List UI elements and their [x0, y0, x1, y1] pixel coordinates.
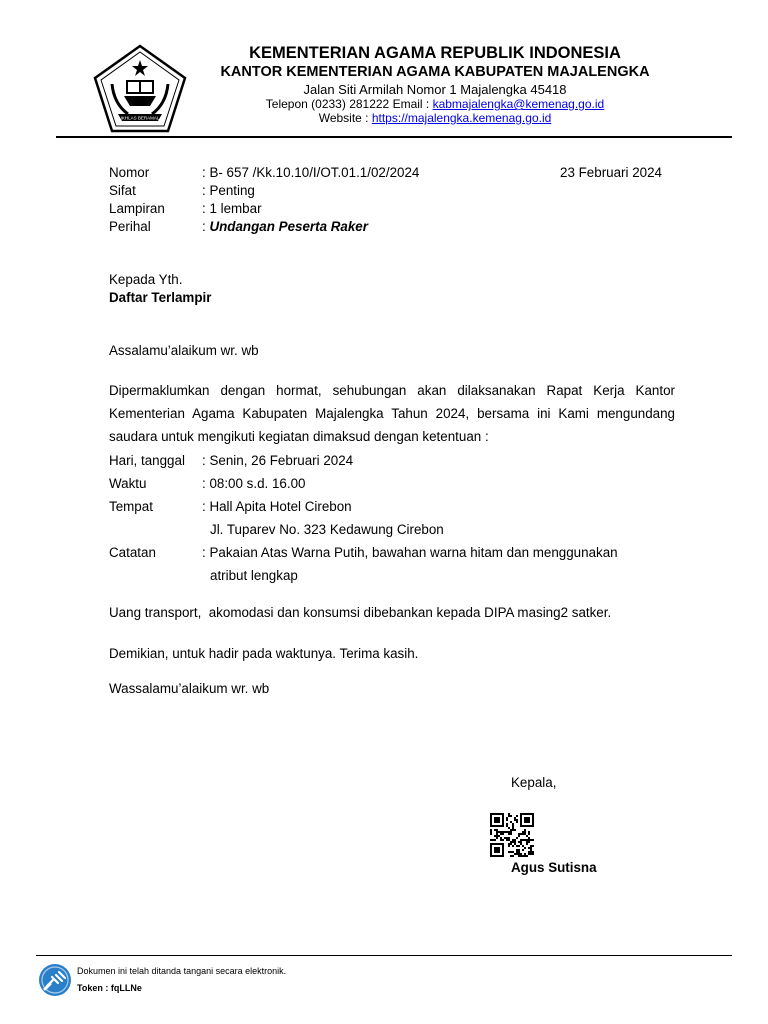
hari-label: Hari, tanggal [109, 453, 185, 468]
esign-token: Token : fqLLNe [77, 983, 142, 993]
signature-title: Kepala, [511, 775, 557, 790]
waktu-label: Waktu [109, 476, 147, 491]
ministry-logo [92, 44, 188, 134]
recipient-name: Daftar Terlampir [109, 290, 212, 305]
email-link[interactable]: kabmajalengka@kemenag.go.id [432, 97, 605, 111]
catatan-label: Catatan [109, 545, 156, 560]
tempat-value-2: Jl. Tuparev No. 323 Kedawung Cirebon [210, 522, 444, 537]
nomor-value: : B- 657 /Kk.10.10/I/OT.01.1/02/2024 [202, 165, 420, 180]
website-link[interactable]: https://majalengka.kemenag.go.id [371, 111, 552, 125]
intro-line: Kementerian Agama Kabupaten Majalengka Tahun 2024, bersama ini Kami mengundang [109, 406, 675, 421]
phone-text: Telepon (0233) 281222 Email : [265, 97, 433, 111]
ministry-title: KEMENTERIAN AGAMA REPUBLIK INDONESIA [249, 44, 621, 62]
esign-logo-icon [38, 963, 72, 997]
tempat-value-1: : Hall Apita Hotel Cirebon [202, 499, 352, 514]
esign-note: Dokumen ini telah ditanda tangani secara elektronik. [77, 966, 287, 976]
transport-note: Uang transport, akomodasi dan konsumsi dibebankan kepada DIPA masing2 satker. [109, 605, 612, 620]
qr-code [490, 813, 534, 857]
office-title: KANTOR KEMENTERIAN AGAMA KABUPATEN MAJALENGKA [220, 64, 650, 80]
catatan-value-1: : Pakaian Atas Warna Putih, bawahan warna hitam dan menggunakan [202, 545, 618, 560]
website-prefix: Website : [318, 111, 372, 125]
signer-name: Agus Sutisna [511, 860, 597, 875]
office-address: Jalan Siti Armilah Nomor 1 Majalengka 45418 [303, 82, 567, 97]
letter-date: 23 Februari 2024 [560, 165, 662, 180]
sifat-value: : Penting [202, 183, 255, 198]
website-line [200, 111, 670, 125]
nomor-label: Nomor [109, 165, 150, 180]
kepada-label: Kepada Yth. [109, 272, 183, 287]
waktu-value: : 08:00 s.d. 16.00 [202, 476, 306, 491]
sifat-label: Sifat [109, 183, 136, 198]
perihal-label: Perihal [109, 219, 151, 234]
closing-text: Demikian, untuk hadir pada waktunya. Terima kasih. [109, 646, 419, 661]
perihal-line [202, 219, 368, 234]
salam-penutup: Wassalamu’alaikum wr. wb [109, 681, 270, 696]
intro-line: saudara untuk mengikuti kegiatan dimaksud dengan ketentuan : [109, 429, 489, 444]
hari-value: : Senin, 26 Februari 2024 [202, 453, 354, 468]
perihal-value: Undangan Peserta Raker [209, 219, 368, 234]
perihal-colon: : [202, 219, 210, 234]
lampiran-value: : 1 lembar [202, 201, 262, 216]
logo-ribbon-text: IKHLAS BERAMAL [120, 115, 160, 121]
tempat-label: Tempat [109, 499, 153, 514]
header-divider [56, 136, 732, 138]
lampiran-label: Lampiran [109, 201, 165, 216]
catatan-value-2: atribut lengkap [210, 568, 298, 583]
footer-divider [36, 955, 732, 956]
intro-paragraph [109, 379, 675, 448]
contact-line [200, 97, 670, 111]
intro-line: Dipermaklumkan dengan hormat, sehubungan akan dilaksanakan Rapat Kerja Kantor [109, 383, 675, 398]
greeting: Assalamu’alaikum wr. wb [109, 343, 259, 358]
